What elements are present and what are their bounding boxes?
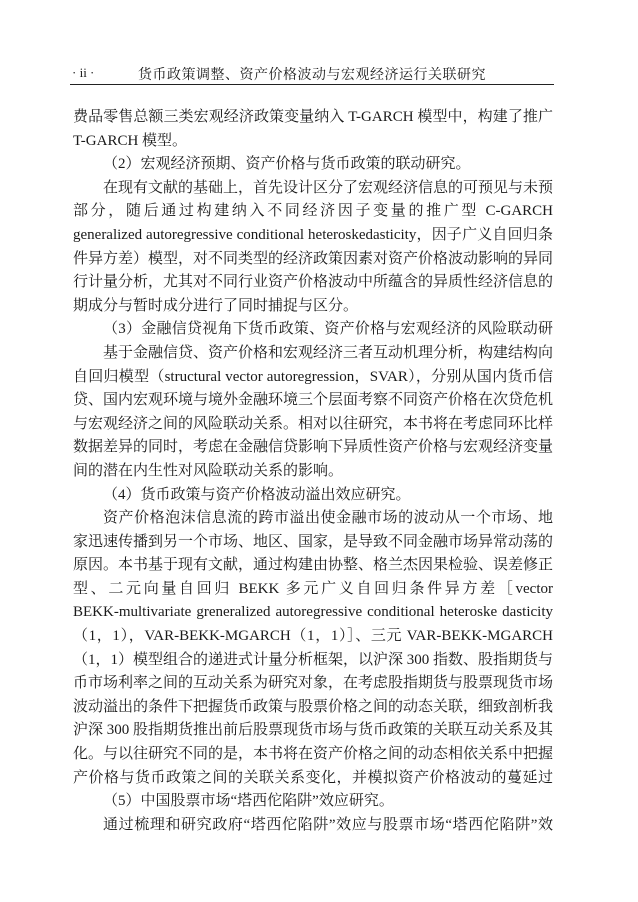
paragraph — [73, 106, 553, 153]
paragraph — [73, 177, 553, 319]
paragraph — [73, 342, 553, 484]
text-line: （1，1），VAR-BEKK-MGARCH（1，1）］、三元 VAR-BEKK-MGARCH — [73, 628, 553, 645]
text-line: 与宏观经济之间的风险联动关系。相对以往研究，本书将在考虑同环比样 — [73, 415, 553, 432]
paragraph — [73, 790, 553, 814]
text-line: 期成分与暂时成分进行了同时捕捉与区分。 — [73, 297, 359, 314]
text-line: 币市场利率之间的互动关系为研究对象，在考虑股指期货与股票现货市场 — [73, 675, 553, 692]
text-line: （1，1）模型组合的递进式计量分析框架，以沪深 300 指数、股指期货与 — [73, 651, 553, 668]
running-header — [70, 63, 554, 83]
text-line: 基于金融信贷、资产价格和宏观经济三者互动机理分析，构建结构向 — [103, 344, 553, 361]
text-line: generalized autoregressive conditional heteroskedasticity，因子广义自回归条 — [73, 226, 553, 243]
text-line: 沪深 300 股指期货推出前后股票现货市场与货币政策的关联互动关系及其 — [73, 722, 553, 739]
text-line: 波动溢出的条件下把握货币政策与股票价格之间的动态关联，细致剖析我 — [73, 698, 553, 715]
text-line: 原因。本书基于现有文献，通过构建由协整、格兰杰因果检验、误差修正 — [73, 557, 553, 574]
text-line: 型、二元向量自回归 BEKK 多元广义自回归条件异方差［vector — [73, 580, 553, 597]
text-line: （2）宏观经济预期、资产价格与货币政策的联动研究。 — [103, 156, 471, 173]
text-line: 间的潜在内生性对风险联动关系的影响。 — [73, 462, 344, 479]
body-text — [73, 106, 553, 837]
text-line: T-GARCH 模型。 — [73, 132, 188, 149]
text-line: 在现有文献的基础上，首先设计区分了宏观经济信息的可预见与未预 — [103, 179, 553, 196]
text-line: 化。与以往研究不同的是，本书将在资产价格之间的动态相依关系中把握 — [73, 746, 553, 763]
paragraph — [73, 318, 553, 342]
text-line: 自回归模型（structural vector autoregression，SVAR），分别从国内货币信 — [73, 368, 553, 385]
text-line: 贷、国内宏观环境与境外金融环境三个层面考察不同资产价格在次贷危机 — [73, 392, 553, 409]
text-line: 数据差异的同时，考虑在金融信贷影响下异质性资产价格与宏观经济变量 — [73, 439, 553, 456]
text-line: 部分，随后通过构建纳入不同经济因子变量的推广型 C-GARCH — [73, 203, 553, 220]
paragraph — [73, 814, 553, 838]
text-line: （4）货币政策与资产价格波动溢出效应研究。 — [103, 486, 411, 503]
text-line: 资产价格泡沫信息流的跨市溢出使金融市场的波动从一个市场、地 — [103, 510, 553, 527]
text-line: 件异方差）模型，对不同类型的经济政策因素对资产价格波动影响的异同 — [73, 250, 553, 267]
paragraph — [73, 484, 553, 508]
text-line: 费品零售总额三类宏观经济政策变量纳入 T-GARCH 模型中，构建了推广 — [73, 109, 553, 125]
text-line: BEKK-multivariate greneralized autoregressive conditional heteroske dasticity — [73, 604, 553, 621]
text-line: 通过梳理和研究政府“塔西佗陷阱”效应与股票市场“塔西佗陷阱”效 — [103, 816, 553, 833]
text-line: （3）金融信贷视角下货币政策、资产价格与宏观经济的风险联动研 — [103, 321, 553, 338]
paragraph — [73, 507, 553, 790]
running-title: 货币政策调整、资产价格波动与宏观经济运行关联研究 — [138, 68, 486, 83]
text-line: （5）中国股票市场“塔西佗陷阱”效应研究。 — [103, 793, 394, 810]
page-number: · ii · — [72, 65, 95, 80]
text-line: 行计量分析，尤其对不同行业资产价格波动中所蕴含的异质性经济信息的 — [73, 274, 553, 291]
header-rule — [70, 84, 554, 85]
paragraph — [73, 153, 553, 177]
text-line: 产价格与货币政策之间的关联关系变化，并模拟资产价格波动的蔓延过 — [73, 769, 553, 786]
text-line: 家迅速传播到另一个市场、地区、国家，是导致不同金融市场异常动荡的 — [73, 533, 553, 550]
